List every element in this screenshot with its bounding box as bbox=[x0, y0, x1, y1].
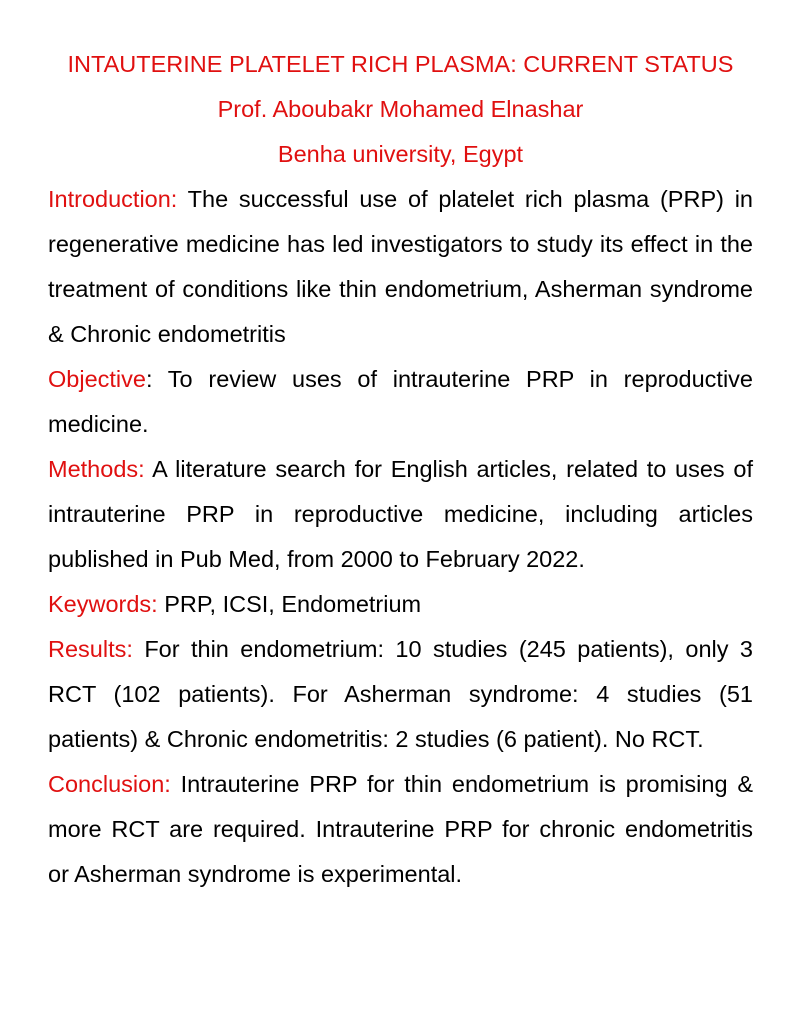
objective-label: Objective bbox=[48, 366, 146, 392]
keywords-text: PRP, ICSI, Endometrium bbox=[157, 591, 422, 617]
results-section bbox=[48, 627, 753, 762]
introduction-text: The successful use of platelet rich plasma (PRP) in regenerative medicine has led investigators to study its effect in the treatment of conditions like thin endometrium, Asherman syndrome & Chronic endometritis bbox=[48, 186, 753, 347]
introduction-label: Introduction: bbox=[48, 186, 178, 212]
author-name: Prof. Aboubakr Mohamed Elnashar bbox=[217, 96, 584, 122]
methods-section bbox=[48, 447, 753, 582]
affiliation: Benha university, Egypt bbox=[277, 141, 524, 167]
keywords-section bbox=[48, 582, 753, 627]
conclusion-label: Conclusion: bbox=[48, 771, 171, 797]
introduction-section bbox=[48, 177, 753, 357]
abstract-page bbox=[48, 42, 753, 897]
objective-text: : To review uses of intrauterine PRP in reproductive medicine. bbox=[48, 366, 753, 437]
conclusion-text: Intrauterine PRP for thin endometrium is promising & more RCT are required. Intrauterine PRP for chronic endometritis or Asherman syndrome is experimental. bbox=[48, 771, 753, 887]
keywords-label: Keywords: bbox=[48, 591, 158, 617]
page-title: INTAUTERINE PLATELET RICH PLASMA: CURRENT STATUS bbox=[67, 51, 734, 77]
results-label: Results: bbox=[48, 636, 133, 662]
conclusion-section bbox=[48, 762, 753, 897]
objective-section bbox=[48, 357, 753, 447]
methods-label: Methods: bbox=[48, 456, 145, 482]
methods-text: A literature search for English articles, related to uses of intrauterine PRP in reproductive medicine, including articles published in Pub Med, from 2000 to February 2022. bbox=[48, 456, 753, 572]
results-text: For thin endometrium: 10 studies (245 patients), only 3 RCT (102 patients). For Asherman syndrome: 4 studies (51 patients) & Chronic endometritis: 2 studies (6 patient). No RCT. bbox=[48, 636, 753, 752]
